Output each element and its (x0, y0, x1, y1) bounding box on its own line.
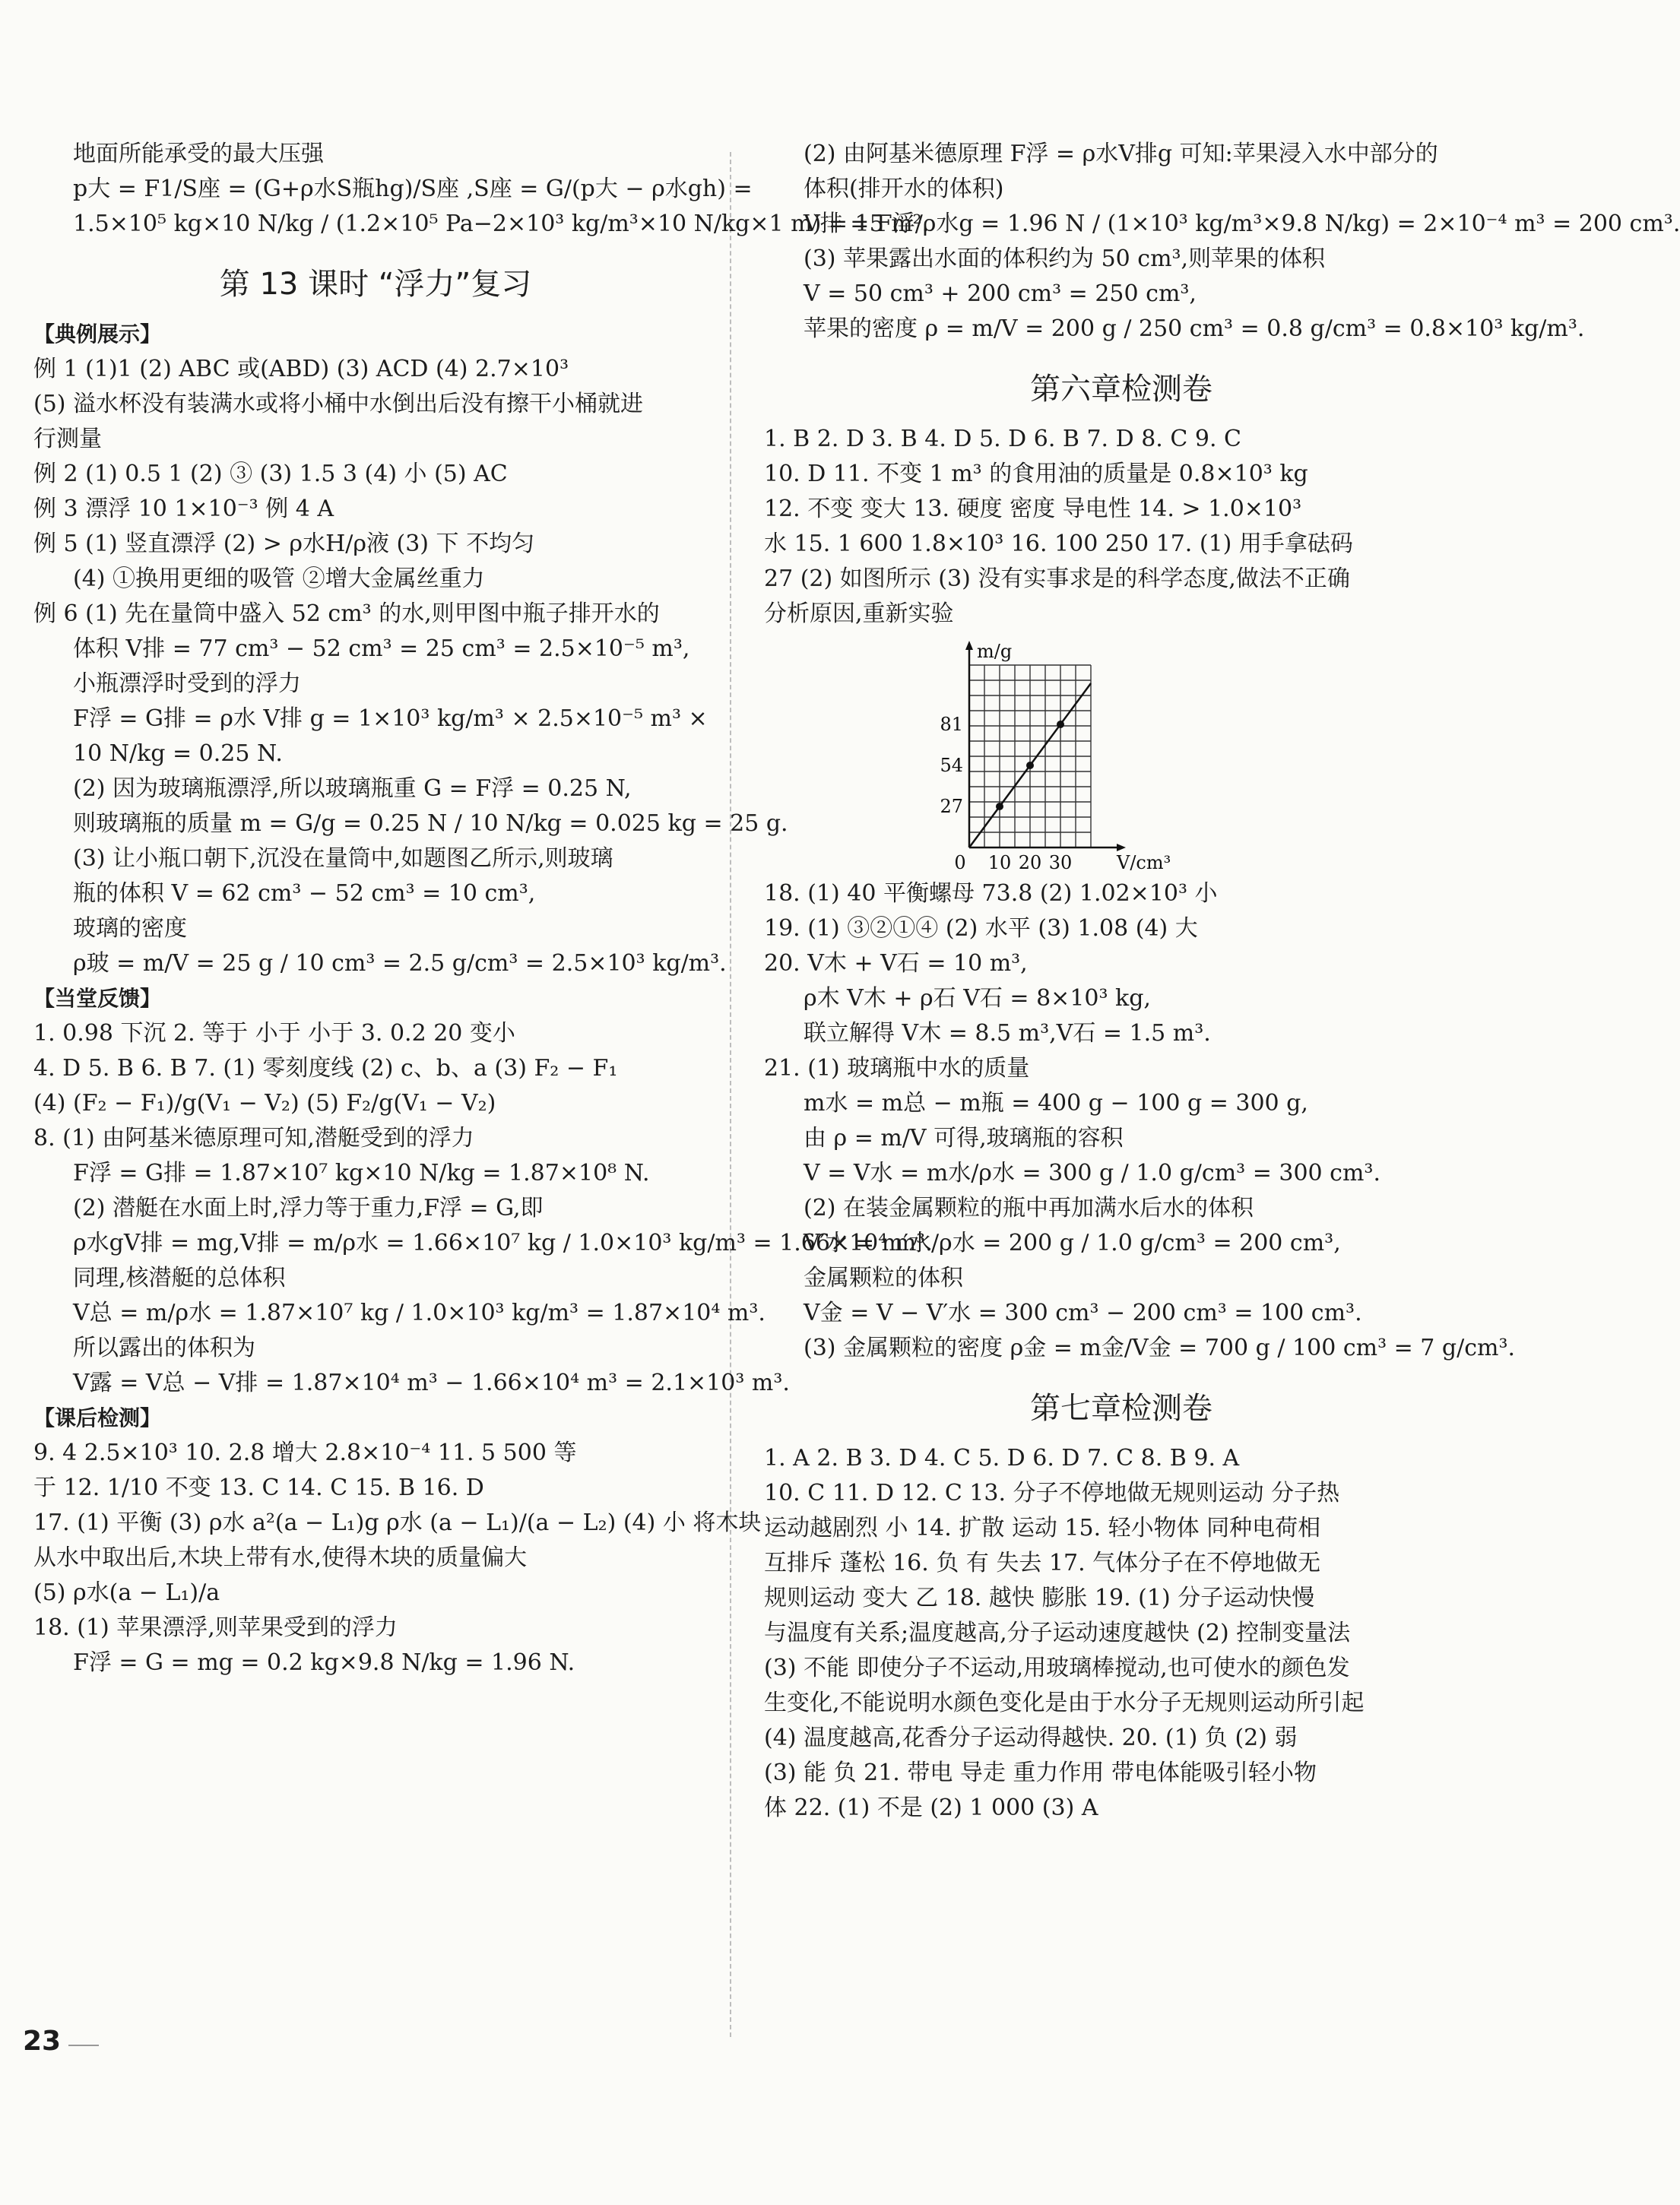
text-line: 规则运动 变大 乙 18. 越快 膨胀 19. (1) 分子运动快慢 (764, 1585, 1315, 1611)
y-tick-label: 81 (940, 714, 963, 735)
text-line: 地面所能承受的最大压强 (73, 141, 324, 167)
text-line: 21. (1) 玻璃瓶中水的质量 (764, 1055, 1030, 1082)
text-line: 同理,核潜艇的总体积 (73, 1265, 286, 1291)
text-line: ρ玻 = m/V = 25 g / 10 cm³ = 2.5 g/cm³ = 2.5×10³ kg/m³. (73, 950, 727, 977)
text-line: (3) 金属颗粒的密度 ρ金 = m金/V金 = 700 g / 100 cm³ = 7 g/cm³. (804, 1335, 1516, 1361)
text-line: V总 = m/ρ水 = 1.87×10⁷ kg / 1.0×10³ kg/m³ = 1.87×10⁴ m³. (73, 1300, 766, 1326)
block-label: 【当堂反馈】 (33, 986, 162, 1011)
text-line: (5) ρ水(a − L₁)/a (33, 1579, 220, 1606)
text-line: 10. C 11. D 12. C 13. 分子不停地做无规则运动 分子热 (764, 1480, 1340, 1506)
x-tick-label: 20 (1018, 852, 1042, 873)
right-column (764, 137, 1680, 1826)
text-line: 苹果的密度 ρ = m/V = 200 g / 250 cm³ = 0.8 g/cm³ = 0.8×10³ kg/m³. (804, 315, 1585, 342)
text-line: 行测量 (33, 426, 102, 452)
text-line: 互排斥 蓬松 16. 负 有 失去 17. 气体分子在不停地做无 (764, 1550, 1321, 1576)
text-line: 从水中取出后,木块上带有水,使得木块的质量偏大 (33, 1544, 528, 1571)
text-line: (2) 潜艇在水面上时,浮力等于重力,F浮 = G,即 (73, 1195, 544, 1221)
text-line: 19. (1) ③②①④ (2) 水平 (3) 1.08 (4) 大 (764, 915, 1198, 942)
page-number-rule (68, 2045, 99, 2046)
y-tick-label: 54 (940, 755, 963, 776)
text-line: (4) (F₂ − F₁)/g(V₁ − V₂) (5) F₂/g(V₁ − V₂) (33, 1090, 496, 1117)
text-line: (4) 温度越高,花香分子运动得越快. 20. (1) 负 (2) 弱 (764, 1725, 1298, 1751)
text-line: p大 = F1/S座 = (G+ρ水S瓶hg)/S座 ,S座 = G/(p大 − ρ水gh) = (73, 176, 753, 202)
text-line: 4. D 5. B 6. B 7. (1) 零刻度线 (2) c、b、a (3) F₂ − F₁ (33, 1055, 618, 1082)
page-number: 23 (23, 2026, 62, 2057)
text-line: (3) 让小瓶口朝下,沉没在量筒中,如题图乙所示,则玻璃 (73, 845, 613, 872)
text-line: 例 3 漂浮 10 1×10⁻³ 例 4 A (33, 496, 334, 522)
text-line: 水 15. 1 600 1.8×10³ 16. 100 250 17. (1) 用手拿砝码 (764, 531, 1353, 557)
text-line: 9. 4 2.5×10³ 10. 2.8 增大 2.8×10⁻⁴ 11. 5 500 等 (33, 1440, 577, 1466)
origin-label: 0 (954, 852, 966, 873)
text-line: 由 ρ = m/V 可得,玻璃瓶的容积 (804, 1125, 1124, 1152)
text-line: (5) 溢水杯没有装满水或将小桶中水倒出后没有擦干小桶就进 (33, 391, 644, 417)
text-line: 例 5 (1) 竖直漂浮 (2) > ρ水H/ρ液 (3) 下 不均匀 (33, 531, 535, 557)
text-line: 例 6 (1) 先在量筒中盛入 52 cm³ 的水,则甲图中瓶子排开水的 (33, 600, 660, 627)
text-line: ρ水gV排 = mg,V排 = m/ρ水 = 1.66×10⁷ kg / 1.0×10³ kg/m³ = 1.66×10⁴ m³. (73, 1230, 933, 1256)
text-line: 例 2 (1) 0.5 1 (2) ③ (3) 1.5 3 (4) 小 (5) AC (33, 461, 508, 487)
text-line: 10. D 11. 不变 1 m³ 的食用油的质量是 0.8×10³ kg (764, 461, 1308, 487)
y-axis-label: m/g (977, 641, 1013, 662)
text-line: 8. (1) 由阿基米德原理可知,潜艇受到的浮力 (33, 1125, 474, 1152)
text-line: V′水 = m′水/ρ水 = 200 g / 1.0 g/cm³ = 200 cm³, (804, 1230, 1341, 1256)
text-line: (2) 在装金属颗粒的瓶中再加满水后水的体积 (804, 1195, 1254, 1221)
text-line: m水 = m总 − m瓶 = 400 g − 100 g = 300 g, (804, 1090, 1308, 1117)
data-point (996, 803, 1003, 810)
text-line: 1. A 2. B 3. D 4. C 5. D 6. D 7. C 8. B 9. A (764, 1445, 1240, 1472)
data-point (1057, 721, 1064, 728)
text-line: 小瓶漂浮时受到的浮力 (73, 670, 301, 697)
x-axis-label: V/cm³ (1117, 852, 1171, 873)
text-line: 所以露出的体积为 (73, 1335, 255, 1361)
text-line: (3) 苹果露出水面的体积约为 50 cm³,则苹果的体积 (804, 246, 1326, 272)
section-title: 第 13 课时 “浮力”复习 (219, 267, 532, 302)
column-divider (730, 152, 731, 2037)
text-line: 1. B 2. D 3. B 4. D 5. D 6. B 7. D 8. C 9. C (764, 426, 1241, 452)
data-point (1026, 762, 1034, 769)
text-line: (2) 因为玻璃瓶漂浮,所以玻璃瓶重 G = F浮 = 0.25 N, (73, 775, 632, 802)
text-line: 与温度有关系;温度越高,分子运动速度越快 (2) 控制变量法 (764, 1620, 1351, 1646)
y-axis-arrow (965, 641, 973, 650)
section-title: 第六章检测卷 (1030, 372, 1212, 407)
text-line: V金 = V − V′水 = 300 cm³ − 200 cm³ = 100 cm³. (804, 1300, 1362, 1326)
section-title: 第七章检测卷 (1030, 1391, 1212, 1426)
x-tick-label: 30 (1048, 852, 1073, 873)
text-line: 则玻璃瓶的质量 m = G/g = 0.25 N / 10 N/kg = 0.025 kg = 25 g. (73, 810, 788, 837)
graph-svg (940, 641, 1190, 873)
text-line: 体积 V排 = 77 cm³ − 52 cm³ = 25 cm³ = 2.5×10⁻⁵ m³, (73, 635, 690, 662)
text-line: 10 N/kg = 0.25 N. (73, 740, 283, 767)
text-line: 18. (1) 苹果漂浮,则苹果受到的浮力 (33, 1614, 398, 1641)
text-line: F浮 = G = mg = 0.2 kg×9.8 N/kg = 1.96 N. (73, 1649, 575, 1676)
text-line: V = 50 cm³ + 200 cm³ = 250 cm³, (804, 280, 1197, 307)
text-line: ρ木 V木 + ρ石 V石 = 8×10³ kg, (804, 985, 1151, 1012)
text-line: 于 12. 1/10 不变 13. C 14. C 15. B 16. D (33, 1475, 484, 1501)
text-line: (4) ①换用更细的吸管 ②增大金属丝重力 (73, 566, 485, 592)
text-line: V排 = F浮/ρ水g = 1.96 N / (1×10³ kg/m³×9.8 N/kg) = 2×10⁻⁴ m³ = 200 cm³. (804, 211, 1680, 237)
text-line: 1. 0.98 下沉 2. 等于 小于 小于 3. 0.2 20 变小 (33, 1020, 515, 1047)
text-line: F浮 = G排 = 1.87×10⁷ kg×10 N/kg = 1.87×10⁸ N. (73, 1160, 650, 1186)
text-line: 运动越剧烈 小 14. 扩散 运动 15. 轻小物体 同种电荷相 (764, 1515, 1321, 1541)
text-line: (3) 能 负 21. 带电 导走 重力作用 带电体能吸引轻小物 (764, 1760, 1317, 1786)
x-axis-arrow (1117, 844, 1126, 851)
text-line: V = V水 = m水/ρ水 = 300 g / 1.0 g/cm³ = 300 cm³. (804, 1160, 1380, 1186)
y-tick-label: 27 (940, 796, 963, 817)
text-line: 12. 不变 变大 13. 硬度 密度 导电性 14. > 1.0×10³ (764, 496, 1302, 522)
text-line: F浮 = G排 = ρ水 V排 g = 1×10³ kg/m³ × 2.5×10⁻⁵ m³ × (73, 705, 708, 732)
text-line: 1.5×10⁵ kg×10 N/kg / (1.2×10⁵ Pa−2×10³ kg/m³×10 N/kg×1 m) = 15 m². (73, 211, 930, 237)
text-line: V露 = V总 − V排 = 1.87×10⁴ m³ − 1.66×10⁴ m³ = 2.1×10³ m³. (73, 1370, 790, 1396)
text-line: 体积(排开水的体积) (804, 176, 1004, 202)
text-line: 27 (2) 如图所示 (3) 没有实事求是的科学态度,做法不正确 (764, 566, 1350, 592)
text-line: 金属颗粒的体积 (804, 1265, 963, 1291)
text-line: 例 1 (1)1 (2) ABC 或(ABD) (3) ACD (4) 2.7×10³ (33, 356, 569, 382)
x-tick-label: 10 (987, 852, 1012, 873)
text-line: 分析原因,重新实验 (764, 600, 954, 627)
text-line: 18. (1) 40 平衡螺母 73.8 (2) 1.02×10³ 小 (764, 880, 1218, 907)
text-line: 20. V木 + V石 = 10 m³, (764, 950, 1028, 977)
text-line: 生变化,不能说明水颜色变化是由于水分子无规则运动所引起 (764, 1690, 1365, 1716)
block-label: 【典例展示】 (33, 322, 162, 347)
text-line: 瓶的体积 V = 62 cm³ − 52 cm³ = 10 cm³, (73, 880, 536, 907)
text-line: 联立解得 V木 = 8.5 m³,V石 = 1.5 m³. (804, 1020, 1211, 1047)
text-line: (2) 由阿基米德原理 F浮 = ρ水V排g 可知:苹果浸入水中部分的 (804, 141, 1438, 167)
text-line: 体 22. (1) 不是 (2) 1 000 (3) A (764, 1795, 1098, 1821)
text-line: 玻璃的密度 (73, 915, 187, 942)
mass-volume-graph (764, 642, 1479, 873)
text-line: 17. (1) 平衡 (3) ρ水 a²(a − L₁)g ρ水 (a − L₁)/(a − L₂) (4) 小 将木块 (33, 1510, 762, 1536)
text-line: (3) 不能 即使分子不运动,用玻璃棒搅动,也可使水的颜色发 (764, 1655, 1350, 1681)
block-label: 【课后检测】 (33, 1405, 162, 1430)
